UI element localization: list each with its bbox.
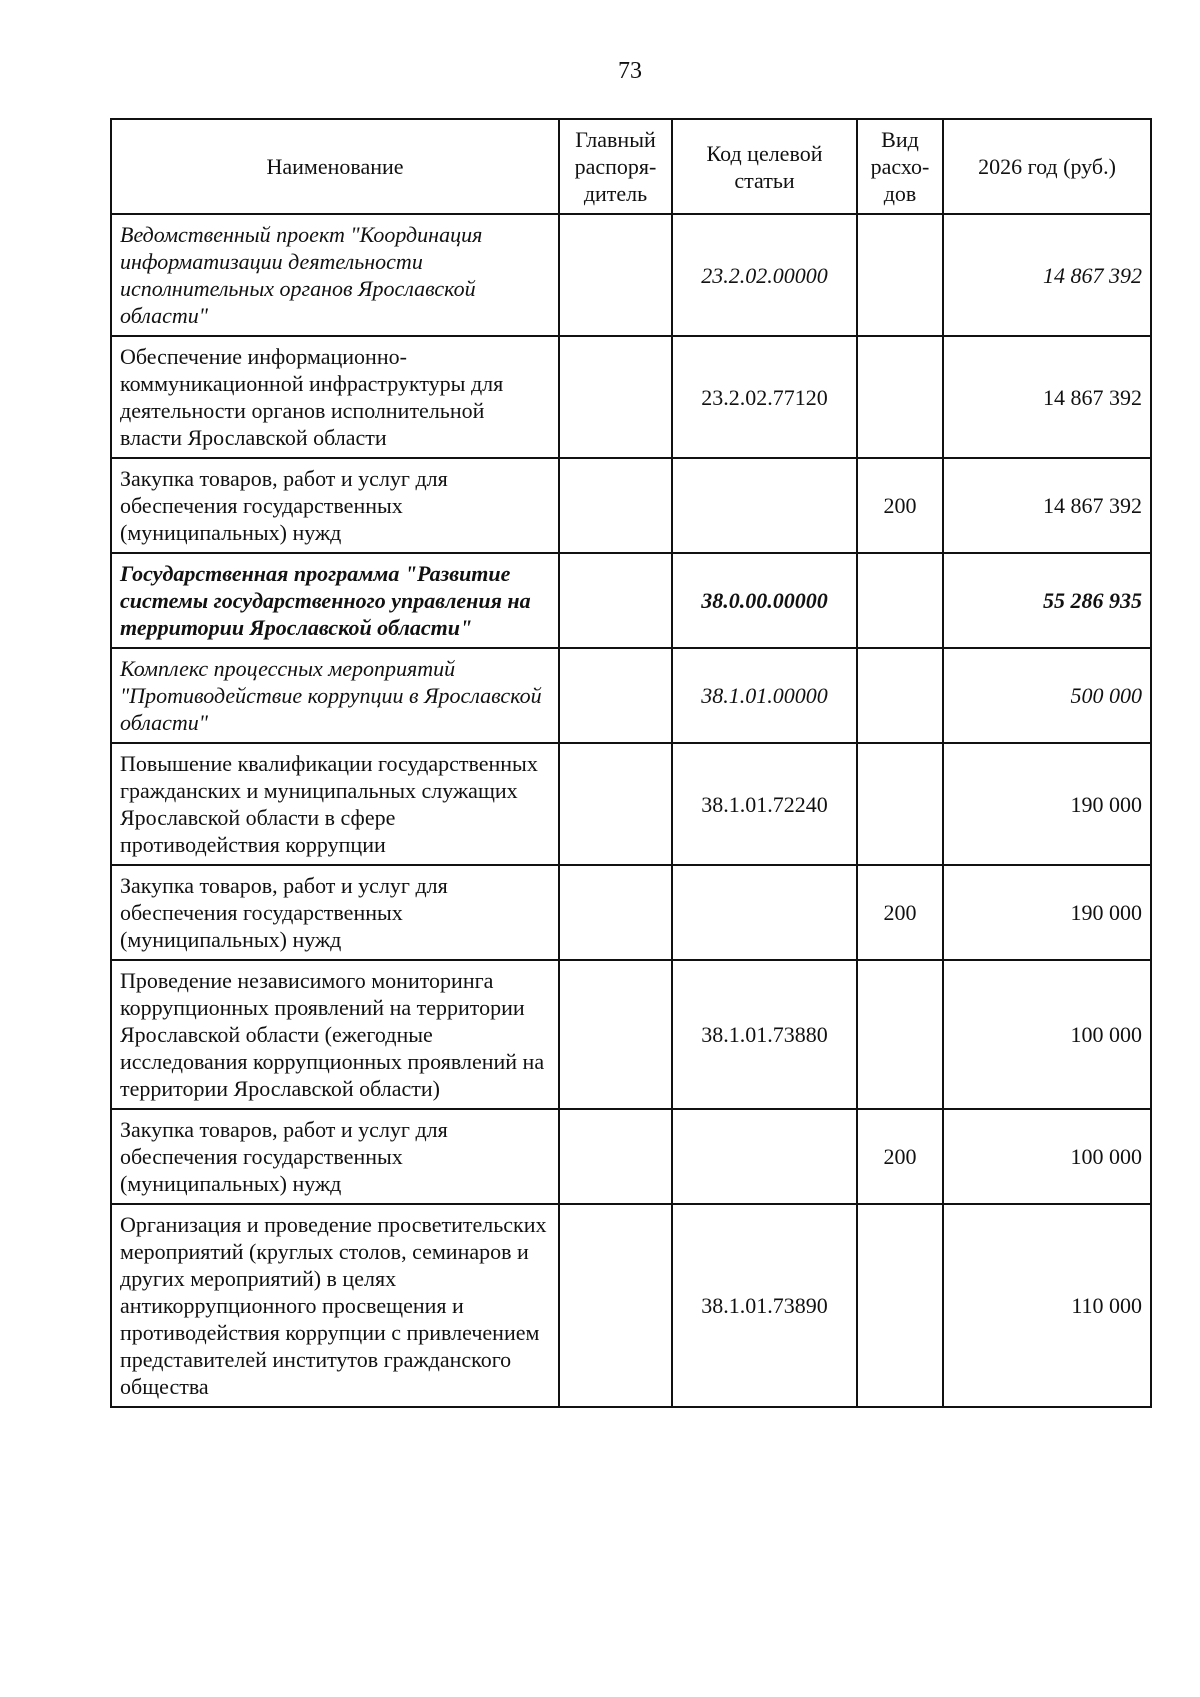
row-name: Комплекс процессных мероприятий "Противодействие коррупции в Ярославской области" [111, 648, 559, 743]
row-type [857, 743, 943, 865]
header-name: Наименование [111, 119, 559, 214]
header-year: 2026 год (руб.) [943, 119, 1151, 214]
row-type: 200 [857, 1109, 943, 1204]
table-row [111, 960, 1151, 1109]
header-code: Код целевой статьи [672, 119, 857, 214]
row-code: 38.1.01.73880 [672, 960, 857, 1109]
row-code: 38.1.01.73890 [672, 1204, 857, 1407]
table-row [111, 336, 1151, 458]
row-amount: 110 000 [943, 1204, 1151, 1407]
row-name: Проведение независимого мониторинга коррупционных проявлений на территории Ярославской области (ежегодные исследования коррупционных проявлений на территории Ярославской области) [111, 960, 559, 1109]
row-amount: 14 867 392 [943, 458, 1151, 553]
row-type [857, 336, 943, 458]
row-type [857, 960, 943, 1109]
row-code [672, 1109, 857, 1204]
row-amount: 500 000 [943, 648, 1151, 743]
row-manager [559, 1204, 672, 1407]
table-row [111, 1204, 1151, 1407]
row-type [857, 1204, 943, 1407]
table-row [111, 1109, 1151, 1204]
row-amount: 14 867 392 [943, 336, 1151, 458]
row-name: Закупка товаров, работ и услуг для обеспечения государственных (муниципальных) нужд [111, 458, 559, 553]
row-manager [559, 865, 672, 960]
table-row [111, 553, 1151, 648]
row-name: Ведомственный проект "Координация информатизации деятельности исполнительных органов Ярославской области" [111, 214, 559, 336]
row-manager [559, 960, 672, 1109]
row-type: 200 [857, 865, 943, 960]
row-amount: 14 867 392 [943, 214, 1151, 336]
table-row [111, 214, 1151, 336]
row-manager [559, 743, 672, 865]
row-manager [559, 1109, 672, 1204]
row-manager [559, 648, 672, 743]
row-name: Государственная программа "Развитие системы государственного управления на территории Ярославской области" [111, 553, 559, 648]
row-amount: 55 286 935 [943, 553, 1151, 648]
table-row [111, 648, 1151, 743]
header-row [111, 119, 1151, 214]
row-manager [559, 553, 672, 648]
budget-table [110, 118, 1152, 1408]
row-name: Повышение квалификации государственных гражданских и муниципальных служащих Ярославской области в сфере противодействия коррупции [111, 743, 559, 865]
table-row [111, 743, 1151, 865]
row-code: 23.2.02.00000 [672, 214, 857, 336]
row-code: 38.1.01.72240 [672, 743, 857, 865]
row-name: Закупка товаров, работ и услуг для обеспечения государственных (муниципальных) нужд [111, 865, 559, 960]
row-code: 38.1.01.00000 [672, 648, 857, 743]
row-type: 200 [857, 458, 943, 553]
row-type [857, 214, 943, 336]
page-number: 73 [618, 58, 642, 84]
header-type: Вид расхо-дов [857, 119, 943, 214]
table-row [111, 865, 1151, 960]
row-code: 23.2.02.77120 [672, 336, 857, 458]
row-code [672, 865, 857, 960]
row-manager [559, 458, 672, 553]
row-amount: 190 000 [943, 743, 1151, 865]
row-name: Закупка товаров, работ и услуг для обеспечения государственных (муниципальных) нужд [111, 1109, 559, 1204]
row-manager [559, 336, 672, 458]
row-manager [559, 214, 672, 336]
row-name: Организация и проведение просветительских мероприятий (круглых столов, семинаров и других мероприятий) в целях антикоррупционного просвещения и противодействия коррупции с привлечением представителей институтов гражданского общества [111, 1204, 559, 1407]
header-manager: Главный распоря-дитель [559, 119, 672, 214]
row-code [672, 458, 857, 553]
row-type [857, 553, 943, 648]
row-amount: 190 000 [943, 865, 1151, 960]
table-row [111, 458, 1151, 553]
row-name: Обеспечение информационно-коммуникационной инфраструктуры для деятельности органов исполнительной власти Ярославской области [111, 336, 559, 458]
row-amount: 100 000 [943, 960, 1151, 1109]
row-type [857, 648, 943, 743]
row-amount: 100 000 [943, 1109, 1151, 1204]
row-code: 38.0.00.00000 [672, 553, 857, 648]
